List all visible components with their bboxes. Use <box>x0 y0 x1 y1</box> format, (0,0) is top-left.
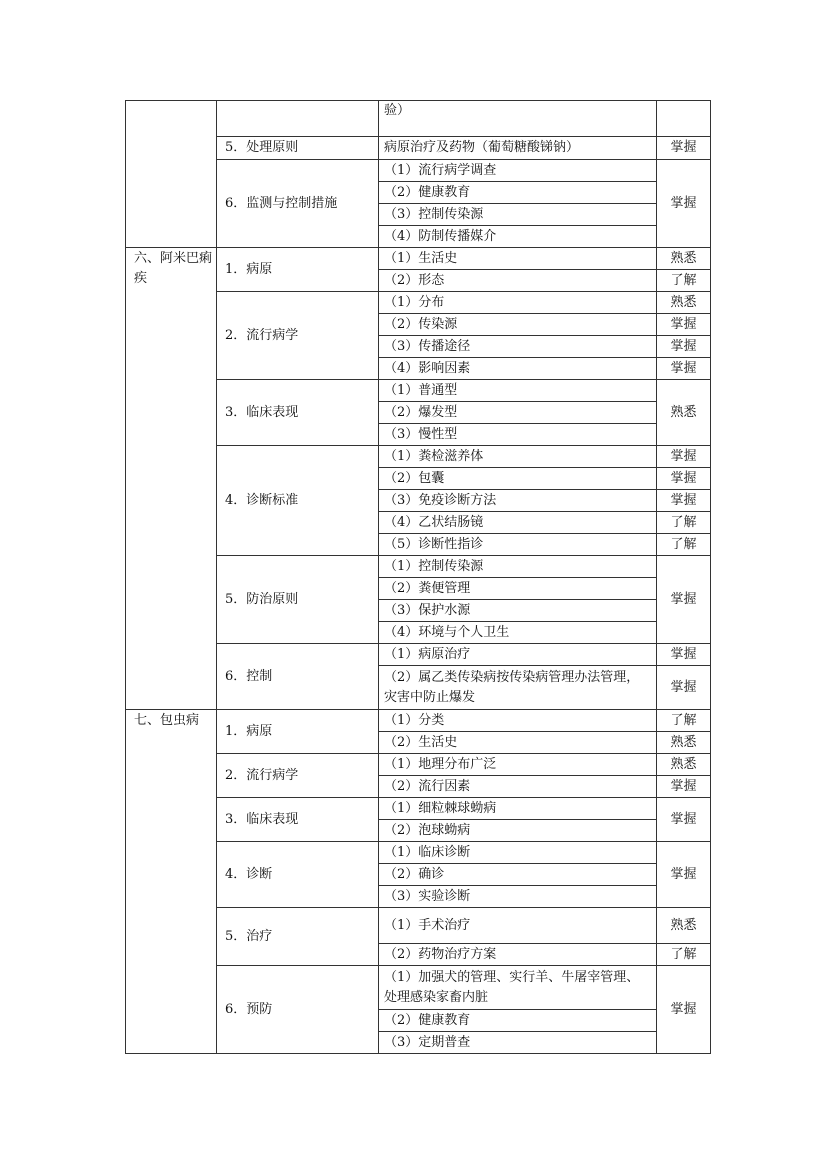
topic-cell <box>217 101 379 137</box>
topic-cell: 4．诊断 <box>217 842 379 908</box>
item-cell: （3）保护水源 <box>379 600 657 622</box>
item-cell: （1）生活史 <box>379 248 657 270</box>
section-cell: 七、包虫病 <box>126 710 217 1054</box>
table-row <box>126 248 711 270</box>
section-cell <box>126 101 217 248</box>
level-cell: 掌握 <box>657 966 711 1054</box>
item-cell: （2）流行因素 <box>379 776 657 798</box>
level-cell: 熟悉 <box>657 292 711 314</box>
topic-cell: 2．流行病学 <box>217 754 379 798</box>
syllabus-table <box>125 100 711 1054</box>
topic-cell: 6．预防 <box>217 966 379 1054</box>
level-cell: 掌握 <box>657 798 711 842</box>
table-row <box>126 710 711 732</box>
level-cell: 了解 <box>657 710 711 732</box>
level-cell: 掌握 <box>657 137 711 160</box>
level-cell: 了解 <box>657 270 711 292</box>
level-cell: 掌握 <box>657 160 711 248</box>
item-cell: （2）包囊 <box>379 468 657 490</box>
level-cell: 了解 <box>657 534 711 556</box>
item-cell: 验） <box>379 101 657 137</box>
item-cell: （2）健康教育 <box>379 1010 657 1032</box>
item-cell: （2）形态 <box>379 270 657 292</box>
item-cell: （3）慢性型 <box>379 424 657 446</box>
item-cell: （2）粪便管理 <box>379 578 657 600</box>
topic-cell: 6．控制 <box>217 644 379 710</box>
item-cell: （3）传播途径 <box>379 336 657 358</box>
item-cell: （4）环境与个人卫生 <box>379 622 657 644</box>
topic-cell: 3．临床表现 <box>217 798 379 842</box>
item-cell: （3）控制传染源 <box>379 204 657 226</box>
level-cell: 掌握 <box>657 314 711 336</box>
item-cell: （1）病原治疗 <box>379 644 657 666</box>
topic-cell: 1．病原 <box>217 248 379 292</box>
item-cell: （2）属乙类传染病按传染病管理办法管理，灾害中防止爆发 <box>379 666 657 710</box>
item-cell: （2）泡球蚴病 <box>379 820 657 842</box>
level-cell: 掌握 <box>657 490 711 512</box>
item-cell: （4）乙状结肠镜 <box>379 512 657 534</box>
item-cell: （2）药物治疗方案 <box>379 944 657 966</box>
topic-cell: 1．病原 <box>217 710 379 754</box>
item-cell: （2）爆发型 <box>379 402 657 424</box>
item-cell: （2）传染源 <box>379 314 657 336</box>
level-cell: 掌握 <box>657 776 711 798</box>
level-cell: 掌握 <box>657 468 711 490</box>
level-cell: 掌握 <box>657 358 711 380</box>
level-cell: 了解 <box>657 944 711 966</box>
level-cell: 掌握 <box>657 666 711 710</box>
item-cell: （1）地理分布广泛 <box>379 754 657 776</box>
topic-cell: 5．治疗 <box>217 908 379 966</box>
topic-cell: 6．监测与控制措施 <box>217 160 379 248</box>
item-cell: （5）诊断性指诊 <box>379 534 657 556</box>
level-cell <box>657 101 711 137</box>
item-cell: 病原治疗及药物（葡萄糖酸锑钠） <box>379 137 657 160</box>
topic-cell: 4．诊断标准 <box>217 446 379 556</box>
topic-cell: 2．流行病学 <box>217 292 379 380</box>
level-cell: 掌握 <box>657 842 711 908</box>
topic-cell: 5．防治原则 <box>217 556 379 644</box>
level-cell: 熟悉 <box>657 908 711 944</box>
level-cell: 掌握 <box>657 336 711 358</box>
level-cell: 掌握 <box>657 446 711 468</box>
item-cell: （2）确诊 <box>379 864 657 886</box>
item-cell: （1）临床诊断 <box>379 842 657 864</box>
table-row <box>126 101 711 137</box>
item-cell: （1）普通型 <box>379 380 657 402</box>
item-cell: （1）控制传染源 <box>379 556 657 578</box>
level-cell: 掌握 <box>657 644 711 666</box>
level-cell: 了解 <box>657 512 711 534</box>
level-cell: 掌握 <box>657 556 711 644</box>
item-cell: （3）实验诊断 <box>379 886 657 908</box>
item-cell: （3）定期普查 <box>379 1032 657 1054</box>
level-cell: 熟悉 <box>657 248 711 270</box>
item-cell: （2）生活史 <box>379 732 657 754</box>
item-cell: （4）影响因素 <box>379 358 657 380</box>
topic-cell: 5．处理原则 <box>217 137 379 160</box>
item-cell: （1）手术治疗 <box>379 908 657 944</box>
item-cell: （1）加强犬的管理、实行羊、牛屠宰管理、处理感染家畜内脏 <box>379 966 657 1010</box>
section-cell: 六、阿米巴痢疾 <box>126 248 217 710</box>
level-cell: 熟悉 <box>657 732 711 754</box>
item-cell: （3）免疫诊断方法 <box>379 490 657 512</box>
item-cell: （1）粪检滋养体 <box>379 446 657 468</box>
item-cell: （1）细粒棘球蚴病 <box>379 798 657 820</box>
level-cell: 熟悉 <box>657 754 711 776</box>
topic-cell: 3．临床表现 <box>217 380 379 446</box>
item-cell: （1）分布 <box>379 292 657 314</box>
item-cell: （1）分类 <box>379 710 657 732</box>
level-cell: 熟悉 <box>657 380 711 446</box>
item-cell: （4）防制传播媒介 <box>379 226 657 248</box>
item-cell: （2）健康教育 <box>379 182 657 204</box>
item-cell: （1）流行病学调查 <box>379 160 657 182</box>
